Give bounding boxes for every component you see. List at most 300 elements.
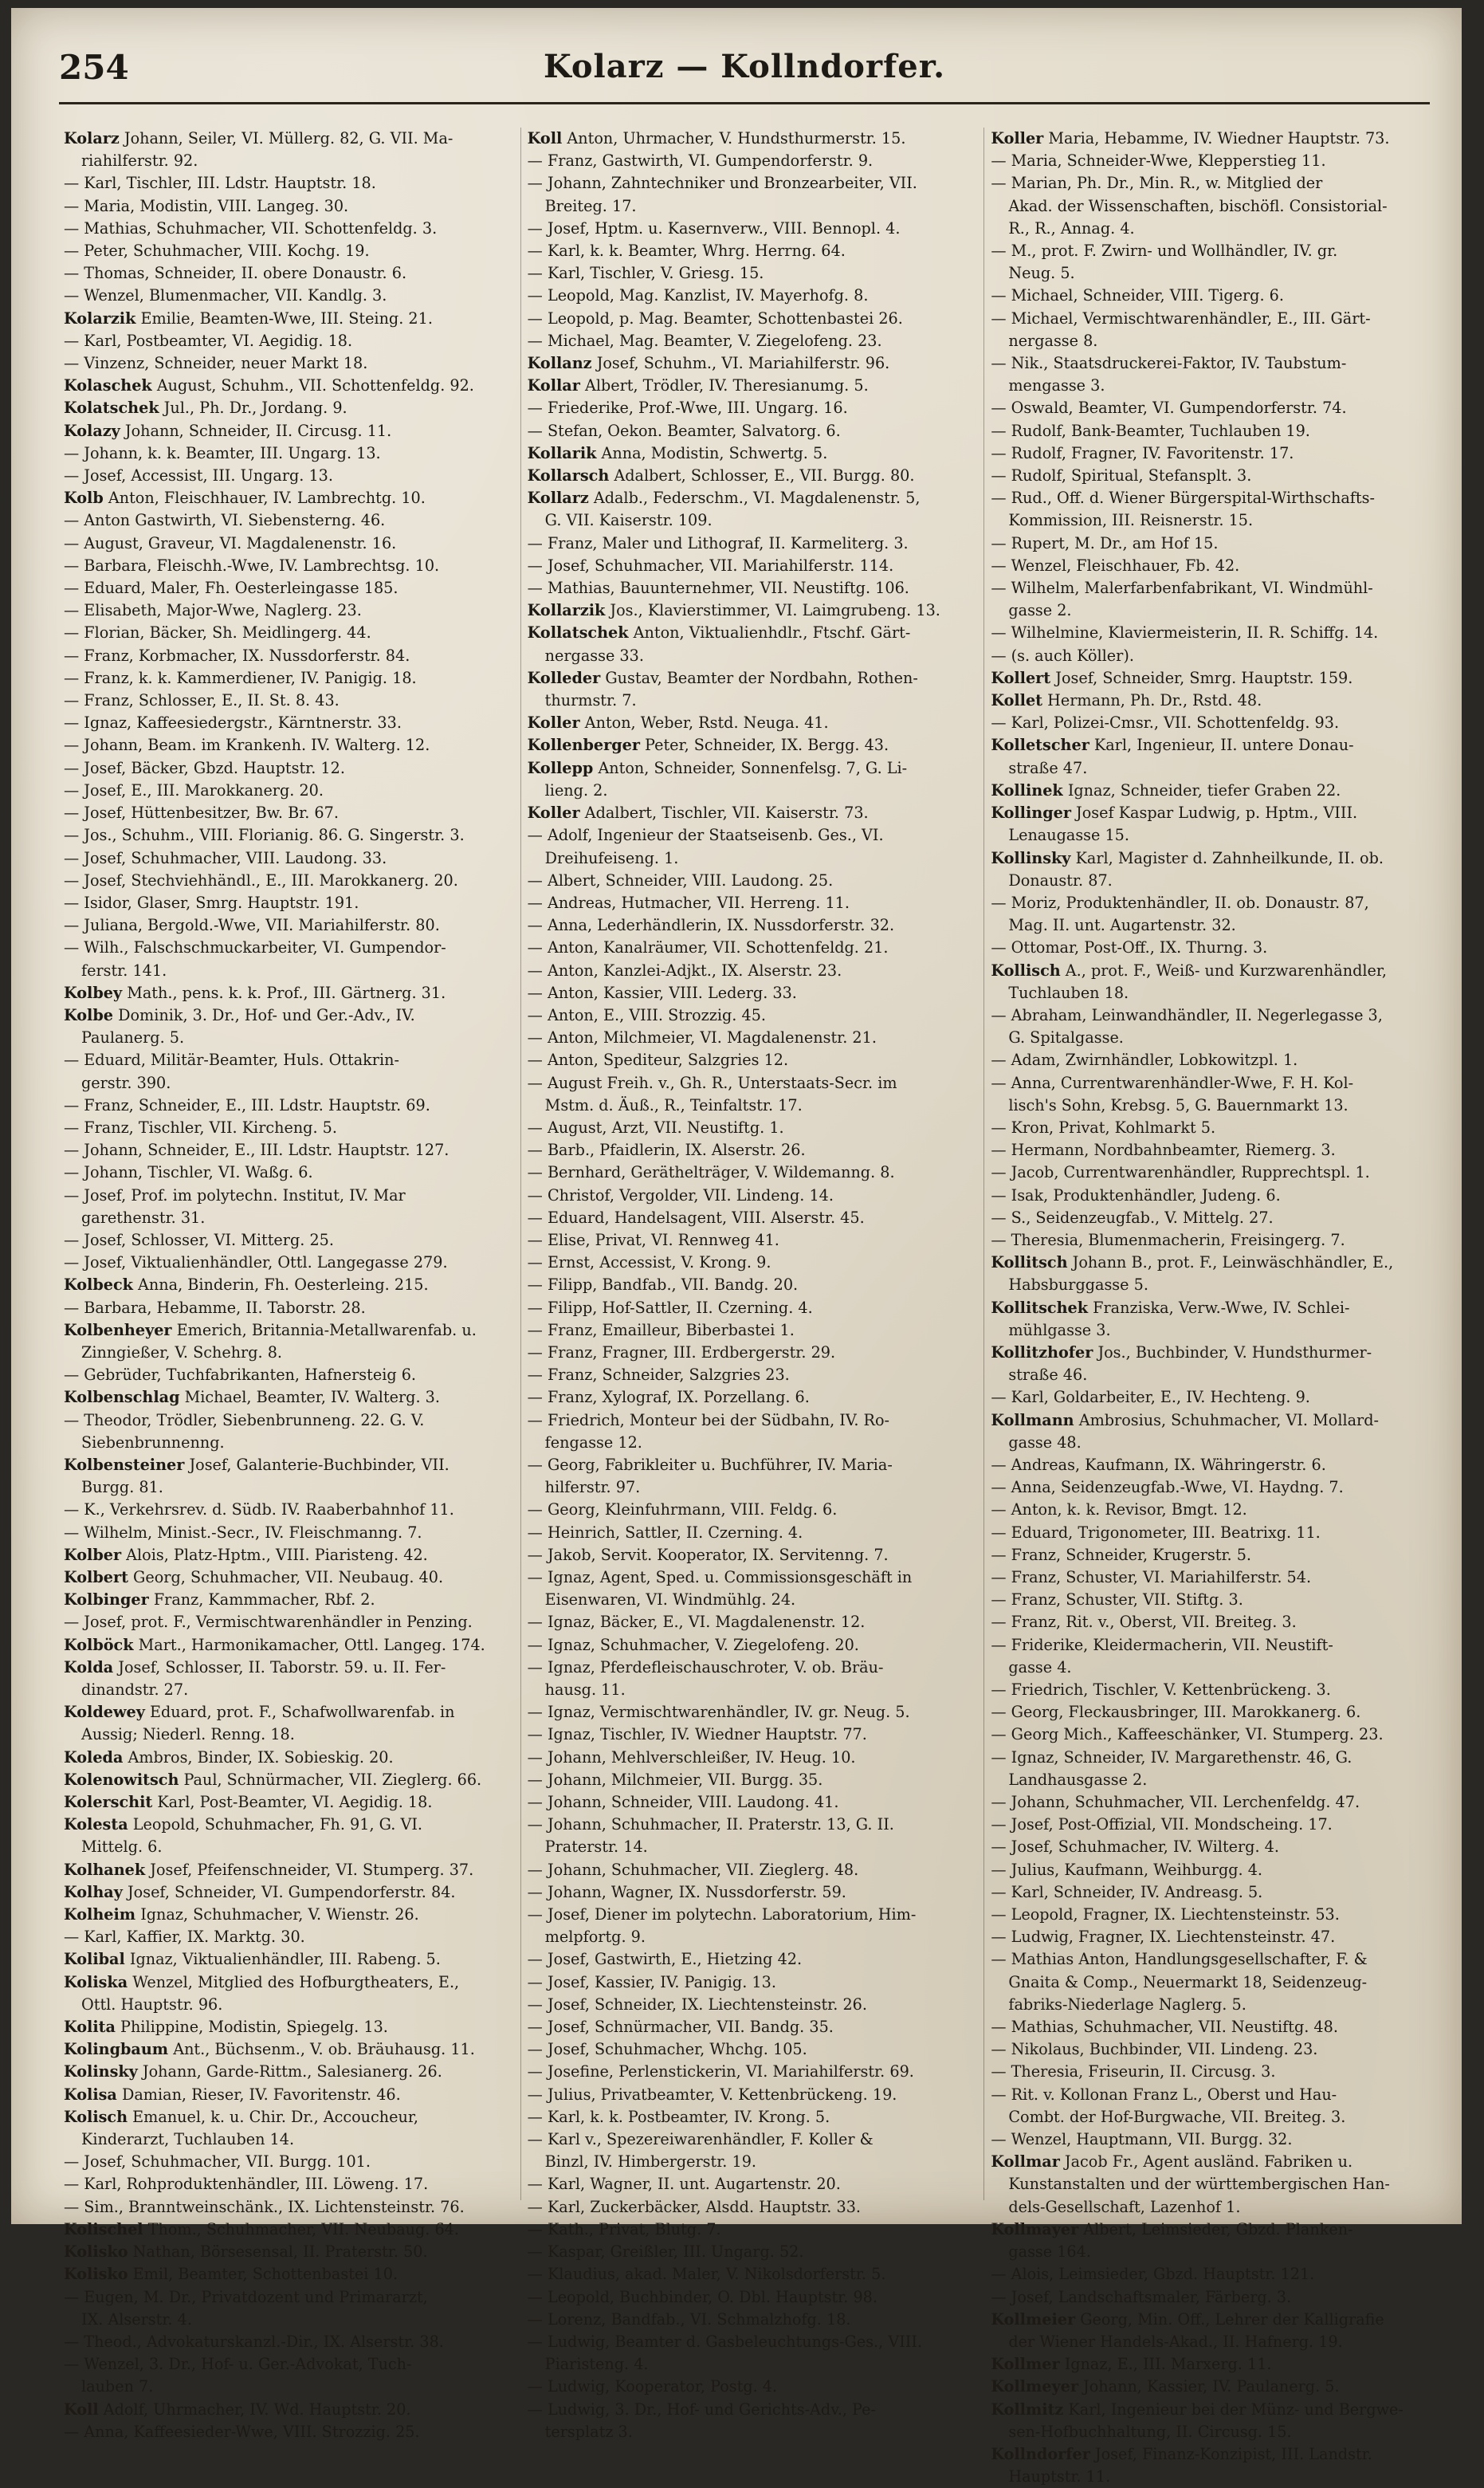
directory-entry-line: — Rudolf, Spiritual, Stefansplt. 3. [991,466,1252,485]
directory-entry-line: Kommission, III. Reisnerstr. 15. [1008,511,1254,530]
directory-entry-line: Neug. 5. [1008,264,1075,283]
directory-entry-line: Kolb Anton, Fleischhauer, IV. Lambrechtg. 10. [64,489,426,508]
directory-entry-line: — Josef, Schlosser, VI. Mitterg. 25. [64,1230,334,1249]
directory-entry-line: — Anton, E., VIII. Strozzig. 45. [527,1005,767,1024]
directory-entry-line: Kolingbaum Ant., Büchsenm., V. ob. Bräuhausg. 11. [64,2040,475,2059]
directory-entry-line: — Johann, Mehlverschleißer, IV. Heug. 10. [527,1747,856,1767]
directory-entry-line: — Franz, Emailleur, Biberbastei 1. [527,1320,795,1339]
directory-entry-line: Dreihufeiseng. 1. [544,848,679,867]
directory-entry-line: fengasse 12. [544,1433,642,1452]
directory-entry-line: Kolbinger Franz, Kammmacher, Rbf. 2. [64,1590,375,1610]
directory-entry-line: Kolhanek Josef, Pfeifenschneider, VI. Stumperg. 37. [64,1860,474,1879]
directory-entry-line: Kolisko Nathan, Börsesensal, II. Praterstr. 50. [64,2242,428,2262]
directory-entry-line: — Gebrüder, Tuchfabrikanten, Hafnersteig 6. [64,1366,417,1385]
directory-entry-line: — Maria, Schneider-Wwe, Klepperstieg 11. [991,151,1326,171]
directory-entry-line: Binzl, IV. Himbergerstr. 19. [544,2152,757,2172]
directory-entry-line: — Georg Mich., Kaffeeschänker, VI. Stumperg. 23. [991,1725,1384,1744]
directory-entry-line: Kollmeyer Johann, Kassier, IV. Paulanerg. 5. [991,2377,1340,2396]
directory-entry-line: lieng. 2. [544,780,608,800]
directory-entry-line: — Barb., Pfaidlerin, IX. Alserstr. 26. [527,1141,806,1160]
column-1 [64,128,508,2441]
directory-entry-line: — Johann, Tischler, VI. Waßg. 6. [64,1163,313,1182]
directory-entry-line: — Barbara, Hebamme, II. Taborstr. 28. [64,1298,366,1317]
directory-entry-line: — Theresia, Blumenmacherin, Freisingerg. 7. [991,1230,1345,1249]
directory-entry-line: — Mathias, Schuhmacher, VII. Neustiftg. 48. [991,2018,1338,2037]
directory-entry-line: — Georg, Kleinfuhrmann, VIII. Feldg. 6. [527,1500,838,1519]
directory-entry-line: Kollmayer Albert, Leimsieder, Gbzd. Planken- [991,2219,1353,2238]
directory-entry-line: — Stefan, Oekon. Beamter, Salvatorg. 6. [527,421,841,440]
directory-entry-line: — Johann, Milchmeier, VII. Burgg. 35. [527,1770,823,1789]
directory-entry-line: — Josef, Landschaftsmaler, Färberg. 3. [991,2287,1292,2306]
directory-entry-line: Praterstr. 14. [544,1838,648,1857]
directory-entry-line: Kollitsch Johann B., prot. F., Leinwäschhändler, E., [991,1253,1394,1272]
directory-entry-line: Kollert Josef, Schneider, Smrg. Hauptstr. 159. [991,668,1353,687]
directory-entry-line: Kolaschek August, Schuhm., VII. Schottenfeldg. 92. [64,376,474,395]
directory-entry-line: — Michael, Schneider, VIII. Tigerg. 6. [991,286,1284,305]
directory-entry-line: — Michael, Mag. Beamter, V. Ziegelofeng. 23. [527,331,882,350]
directory-entry-line: — M., prot. F. Zwirn- und Wollhändler, IV. gr. [991,242,1338,261]
directory-entry-line: hausg. 11. [544,1680,626,1700]
directory-entry-line: — Karl, Zuckerbäcker, Alsdd. Hauptstr. 33. [527,2197,861,2216]
directory-entry-line: Kollmar Jacob Fr., Agent ausländ. Fabriken u. [991,2152,1353,2172]
directory-entry-line: Kolhay Josef, Schneider, VI. Gumpendorferstr. 84. [64,1882,456,1901]
directory-entry-line: Kolböck Mart., Harmonikamacher, Ottl. Langeg. 174. [64,1635,485,1654]
directory-entry-line: — Lorenz, Bandfab., VI. Schmalzhofg. 18. [527,2309,851,2329]
directory-entry-line: — Karl, Polizei-Cmsr., VII. Schottenfeldg. 93. [991,713,1340,733]
directory-entry-line: — Johann, Schuhmacher, VII. Lerchenfeldg. 47. [991,1793,1360,1812]
directory-entry-line: — Anna, Lederhändlerin, IX. Nussdorferstr. 32. [527,916,895,935]
directory-entry-line: — Josef, Schuhmacher, VIII. Laudong. 33. [64,848,387,867]
directory-entry-line: — Leopold, Buchbinder, O. Dbl. Hauptstr. 98. [527,2287,877,2306]
directory-entry-line: — Jacob, Currentwarenhändler, Rupprechtspl. 1. [991,1163,1370,1182]
directory-entry-line: Kollmeier Georg, Min. Off., Lehrer der Kalligrafie [991,2309,1384,2329]
directory-entry-line: Kollinger Josef Kaspar Ludwig, p. Hptm., VIII. [991,804,1358,823]
directory-entry-line: — Leopold, Fragner, IX. Liechtensteinstr. 53. [991,1905,1340,1924]
directory-entry-line: Siebenbrunnenng. [81,1433,225,1452]
directory-entry-line: Koller Maria, Hebamme, IV. Wiedner Hauptstr. 73. [991,129,1390,147]
directory-entry-line: — Rud., Off. d. Wiener Bürgerspital-Wirthschafts- [991,489,1375,508]
directory-entry-line: Kolischel Thom., Schuhmacher, VII. Neubaug. 64. [64,2219,459,2238]
directory-entry-line: — Adolf, Ingenieur der Staatseisenb. Ges., VI. [527,826,884,845]
directory-columns [64,128,1435,2486]
directory-entry-line: — Johann, Wagner, IX. Nussdorferstr. 59. [527,1882,846,1901]
directory-entry-line: — Johann, Schneider, E., III. Ldstr. Hauptstr. 127. [64,1141,450,1160]
directory-entry-line: gerstr. 390. [81,1073,171,1092]
directory-entry-line: Koll Adolf, Uhrmacher, IV. Wd. Hauptstr. 20. [64,2400,411,2419]
directory-entry-line: Burgg. 81. [81,1478,163,1497]
directory-entry-line: — K., Verkehrsrev. d. Südb. IV. Raaberbahnhof 11. [64,1500,454,1519]
directory-entry-line: Aussig; Niederl. Renng. 18. [81,1725,295,1744]
directory-entry-line: — Josef, Gastwirth, E., Hietzing 42. [527,1950,803,1969]
directory-entry-line: Kolbe Dominik, 3. Dr., Hof- und Ger.-Adv., IV. [64,1005,415,1024]
directory-entry-line: Akad. der Wissenschaften, bischöfl. Consistorial- [1008,196,1388,215]
directory-entry-line: straße 46. [1008,1366,1088,1385]
directory-entry-line: — Isidor, Glaser, Smrg. Hauptstr. 191. [64,893,359,912]
directory-entry-line: hilferstr. 97. [544,1478,641,1497]
directory-entry-line: — Franz, Schuster, VI. Mariahilferstr. 54. [991,1568,1312,1586]
directory-entry-line: — Franz, Korbmacher, IX. Nussdorferstr. 84. [64,646,410,665]
directory-entry-line: — Barbara, Fleischh.-Wwe, IV. Lambrechtsg. 10. [64,556,440,575]
directory-entry-line: — Mathias Anton, Handlungsgesellschafter, F. & [991,1950,1368,1969]
directory-entry-line: G. VII. Kaiserstr. 109. [544,511,713,530]
directory-entry-line: — Johann, k. k. Beamter, III. Ungarg. 13. [64,443,381,462]
directory-entry-line: — Ignaz, Agent, Sped. u. Commissionsgeschäft in [527,1568,913,1586]
directory-entry-line: Kolarzik Emilie, Beamten-Wwe, III. Steing. 21. [64,309,433,328]
directory-entry-line: Combt. der Hof-Burgwache, VII. Breiteg. 3. [1008,2107,1346,2126]
directory-entry-line: Breiteg. 17. [544,196,637,215]
directory-entry-line: Koller Anton, Weber, Rstd. Neuga. 41. [527,713,829,733]
directory-entry-line: — Elise, Privat, VI. Rennweg 41. [527,1230,779,1249]
directory-entry-line: Kolbeck Anna, Binderin, Fh. Oesterleing. 215. [64,1275,429,1295]
directory-entry-line: — Isak, Produktenhändler, Judeng. 6. [991,1185,1281,1205]
directory-entry-line: gasse 48. [1008,1433,1082,1452]
directory-entry-line: Kollitzhofer Jos., Buchbinder, V. Hundsthurmer- [991,1342,1372,1362]
directory-entry-line: — Wilhelm, Minist.-Secr., IV. Fleischmanng. 7. [64,1523,422,1542]
directory-entry-line: — Rit. v. Kollonan Franz L., Oberst und Hau- [991,2085,1337,2104]
directory-entry-line: Kolheim Ignaz, Schuhmacher, V. Wienstr. 26. [64,1905,419,1924]
directory-entry-line: Kolibal Ignaz, Viktualienhändler, III. Rabeng. 5. [64,1950,441,1969]
directory-entry-line: — Mathias, Bauunternehmer, VII. Neustiftg. 106. [527,579,909,598]
directory-entry-line: — Nik., Staatsdruckerei-Faktor, IV. Taubstum- [991,354,1347,373]
directory-entry-line: nergasse 8. [1008,331,1098,350]
directory-entry-line: — Eugen, M. Dr., Privatdozent und Primararzt, [64,2287,428,2306]
directory-entry-line: — Karl, Tischler, V. Griesg. 15. [527,264,764,283]
directory-entry-line: — Josefine, Perlenstickerin, VI. Mariahilferstr. 69. [527,2062,914,2081]
directory-entry-line: — Franz, Tischler, VII. Kircheng. 5. [64,1118,337,1137]
directory-entry-line: — Josef, Accessist, III. Ungarg. 13. [64,466,333,485]
directory-entry-line: Hauptstr. 11. [1008,2467,1111,2486]
directory-entry-line: — Oswald, Beamter, VI. Gumpendorferstr. 74. [991,399,1347,418]
directory-entry-line: — Karl v., Spezereiwarenhändler, F. Koller & [527,2130,874,2149]
directory-entry-line: gasse 2. [1008,601,1072,620]
directory-entry-line: — Karl, Schneider, IV. Andreasg. 5. [991,1882,1263,1901]
directory-entry-line: — Klaudius, akad. Maler, V. Nikolsdorferstr. 5. [527,2265,886,2284]
directory-entry-line: — Eduard, Militär-Beamter, Huls. Ottakrin- [64,1051,399,1070]
directory-entry-line: IX. Alserstr. 4. [81,2309,192,2329]
directory-entry-line: Koldewey Eduard, prot. F., Schafwollwarenfab. in [64,1703,455,1722]
directory-entry-line: — Josef, Schnürmacher, VII. Bandg. 35. [527,2018,834,2037]
directory-entry-line: Kolita Philippine, Modistin, Spiegelg. 13. [64,2018,388,2037]
directory-entry-line: gasse 4. [1008,1657,1072,1676]
directory-entry-line: — Ludwig, Kooperator, Postg. 4. [527,2377,778,2396]
directory-entry-line: — Heinrich, Sattler, II. Czerning. 4. [527,1523,803,1542]
directory-entry-line: — Ernst, Accessist, V. Krong. 9. [527,1253,771,1272]
directory-entry-line: — Franz, Gastwirth, VI. Gumpendorferstr. 9. [527,151,874,171]
directory-entry-line: — Anton, k. k. Revisor, Bmgt. 12. [991,1500,1247,1519]
directory-entry-line: R., R., Annag. 4. [1008,218,1135,238]
directory-entry-line: Ottl. Hauptstr. 96. [81,1995,223,2014]
directory-entry-line: — Josef, prot. F., Vermischtwarenhändler in Penzing. [64,1613,473,1632]
directory-entry-line: Kolesta Leopold, Schuhmacher, Fh. 91, G. VI. [64,1815,423,1834]
directory-entry-line: — Ludwig, 3. Dr., Hof- und Gerichts-Adv., Pe- [527,2400,876,2419]
page-number: 254 [59,48,129,87]
directory-entry-line: — Bernhard, Geräthelträger, V. Wildemanng. 8. [527,1163,895,1182]
directory-entry-line: Kolbey Math., pens. k. k. Prof., III. Gärtnerg. 31. [64,983,446,1002]
directory-entry-line: Kollisch A., prot. F., Weiß- und Kurzwarenhändler, [991,961,1388,980]
directory-entry-line: — Anton, Kassier, VIII. Lederg. 33. [527,983,797,1002]
directory-entry-line: garethenstr. 31. [81,1208,206,1227]
directory-entry-line: Kolbenschlag Michael, Beamter, IV. Walterg. 3. [64,1388,440,1407]
directory-entry-line: — Peter, Schuhmacher, VIII. Kochg. 19. [64,242,370,261]
directory-entry-line: Kolisch Emanuel, k. u. Chir. Dr., Accoucheur, [64,2107,419,2126]
directory-entry-line: Mag. II. unt. Augartenstr. 32. [1008,916,1236,935]
directory-entry-line: — Franz, Schneider, Salzgries 23. [527,1366,790,1385]
directory-entry-line: — Wilh., Falschschmuckarbeiter, VI. Gumpendor- [64,938,446,957]
directory-entry-line: Kollarzik Jos., Klavierstimmer, VI. Laimgrubeng. 13. [527,601,940,620]
directory-entry-line: Kolazy Johann, Schneider, II. Circusg. 11. [64,421,392,440]
directory-entry-line: — Sim., Branntweinschänk., IX. Lichtensteinstr. 76. [64,2197,465,2216]
directory-entry-line: Kolbenheyer Emerich, Britannia-Metallwarenfab. u. [64,1320,477,1339]
directory-entry-line: Kolda Josef, Schlosser, II. Taborstr. 59. u. II. Fer- [64,1657,446,1676]
directory-entry-line: — Thomas, Schneider, II. obere Donaustr. 6. [64,264,407,283]
directory-entry-line: — Rudolf, Bank-Beamter, Tuchlauben 19. [991,421,1310,440]
directory-entry-line: — Karl, k. k. Beamter, Whrg. Herrng. 64. [527,242,846,261]
directory-entry-line: Kolbensteiner Josef, Galanterie-Buchbinder, VII. [64,1455,450,1474]
directory-entry-line: — Wilhelmine, Klaviermeisterin, II. R. Schiffg. 14. [991,623,1379,643]
directory-entry-line: — Josef, Schuhmacher, Whchg. 105. [527,2040,807,2059]
directory-entry-line: gasse 164. [1008,2242,1091,2262]
directory-entry-line: lisch's Sohn, Krebsg. 5, G. Bauernmarkt 13. [1008,1095,1349,1114]
directory-entry-line: Koleda Ambros, Binder, IX. Sobieskig. 20. [64,1747,394,1767]
directory-entry-line: — Eduard, Trigonometer, III. Beatrixg. 11. [991,1523,1321,1542]
directory-entry-line: Koller Adalbert, Tischler, VII. Kaiserstr. 73. [527,804,869,823]
directory-entry-line: — Elisabeth, Major-Wwe, Naglerg. 23. [64,601,362,620]
directory-entry-line: — Johann, Zahntechniker und Bronzearbeiter, VII. [527,174,917,193]
directory-entry-line: Kolletscher Karl, Ingenieur, II. untere Donau- [991,736,1354,755]
directory-entry-line: — Georg, Fleckausbringer, III. Marokkanerg. 6. [991,1703,1361,1722]
directory-entry-line: — Ludwig, Fragner, IX. Liechtensteinstr. 47. [991,1928,1336,1947]
directory-entry-line: straße 47. [1008,758,1088,777]
directory-entry-line: fabriks-Niederlage Naglerg. 5. [1008,1995,1246,2014]
directory-entry-line: Kollar Albert, Trödler, IV. Theresianumg. 5. [527,376,869,395]
directory-entry-line: — Juliana, Bergold.-Wwe, VII. Mariahilferstr. 80. [64,916,440,935]
directory-entry-line: — Josef, Bäcker, Gbzd. Hauptstr. 12. [64,758,345,777]
header-rule [59,102,1430,104]
directory-entry-line: — Adam, Zwirnhändler, Lobkowitzpl. 1. [991,1051,1298,1070]
directory-entry-line: mengasse 3. [1008,376,1105,395]
directory-entry-line: Kolenowitsch Paul, Schnürmacher, VII. Zieglerg. 66. [64,1770,482,1789]
directory-entry-line: — Josef, Schuhmacher, VII. Mariahilferstr. 114. [527,556,894,575]
directory-entry-line: — Karl, Goldarbeiter, E., IV. Hechteng. 9. [991,1388,1310,1407]
directory-entry-line: Kollinsky Karl, Magister d. Zahnheilkunde, II. ob. [991,848,1384,867]
directory-entry-line: Landhausgasse 2. [1008,1770,1148,1789]
directory-entry-line: — Anton Gastwirth, VI. Siebensterng. 46. [64,511,386,530]
directory-entry-line: — Friedrich, Tischler, V. Kettenbrückeng. 3. [991,1680,1331,1700]
directory-entry-line: — Josef, E., III. Marokkanerg. 20. [64,780,324,800]
directory-entry-line: — Franz, Xylograf, IX. Porzellang. 6. [527,1388,810,1407]
directory-entry-line: — Theresia, Friseurin, II. Circusg. 3. [991,2062,1276,2081]
directory-entry-line: — Eduard, Maler, Fh. Oesterleingasse 185. [64,579,398,598]
directory-entry-line: Zinngießer, V. Schehrg. 8. [81,1342,283,1362]
directory-entry-line: — Johann, Schuhmacher, II. Praterstr. 13, G. II. [527,1815,894,1834]
directory-entry-line: — Franz, Schuster, VII. Stiftg. 3. [991,1590,1243,1610]
directory-entry-line: — Karl, Rohproduktenhändler, III. Löweng. 17. [64,2175,429,2194]
directory-entry-line: — Wenzel, Blumenmacher, VII. Kandlg. 3. [64,286,387,305]
directory-entry-line: — Ignaz, Pferdefleischauschroter, V. ob. Bräu- [527,1657,884,1676]
directory-entry-line: — Eduard, Handelsagent, VIII. Alserstr. 45. [527,1208,865,1227]
directory-entry-line: — (s. auch Köller). [991,646,1134,665]
directory-entry-line: — Filipp, Hof-Sattler, II. Czerning. 4. [527,1298,813,1317]
directory-entry-line: — Theodor, Trödler, Siebenbrunneng. 22. G. V. [64,1410,425,1429]
directory-entry-line: Kollitschek Franziska, Verw.-Wwe, IV. Schlei- [991,1298,1350,1317]
directory-entry-line: — Kron, Privat, Kohlmarkt 5. [991,1118,1216,1137]
directory-entry-line: — Josef, Viktualienhändler, Ottl. Langegasse 279. [64,1253,448,1272]
directory-entry-line: — Anton, Spediteur, Salzgries 12. [527,1051,789,1070]
directory-entry-line: — Michael, Vermischtwarenhändler, E., III. Gärt- [991,309,1371,328]
directory-entry-line: — Andreas, Hutmacher, VII. Herreng. 11. [527,893,850,912]
directory-entry-line: sen-Hofbuchhaltung, II. Circusg. 15. [1008,2422,1292,2441]
directory-entry-line: — Mathias, Schuhmacher, VII. Schottenfeldg. 3. [64,218,438,238]
directory-entry-line: Kolleder Gustav, Beamter der Nordbahn, Rothen- [527,668,918,687]
directory-entry-line: Kunstanstalten und der württembergischen Han- [1008,2175,1390,2194]
directory-entry-line: — Leopold, Mag. Kanzlist, IV. Mayerhofg. 8. [527,286,869,305]
directory-entry-line: — Ignaz, Kaffeesiedergstr., Kärntnerstr. 33. [64,713,402,733]
directory-entry-line: Kinderarzt, Tuchlauben 14. [81,2130,295,2149]
directory-entry-line: — Alois, Leimsieder, Gbzd. Hauptstr. 121. [991,2265,1315,2284]
directory-entry-line: — Josef, Schneider, IX. Liechtensteinstr. 26. [527,1995,867,2014]
directory-entry-line: Tuchlauben 18. [1008,983,1129,1002]
directory-entry-line: riahilferstr. 92. [81,151,198,171]
directory-entry-line: Kolarz Johann, Seiler, VI. Müllerg. 82, G. VII. Ma- [64,129,453,147]
directory-entry-line: — Karl, Tischler, III. Ldstr. Hauptstr. 18. [64,174,376,193]
directory-entry-line: Kollmitz Karl, Ingenieur bei der Münz- und Bergwe- [991,2400,1404,2419]
directory-entry-line: — Wilhelm, Malerfarbenfabrikant, VI. Windmühl- [991,579,1373,598]
directory-entry-line: Kollarsch Adalbert, Schlosser, E., VII. Burgg. 80. [527,466,915,485]
directory-entry-line: — August, Graveur, VI. Magdalenenstr. 16. [64,533,397,552]
directory-entry-line: der Wiener Handels-Akad., II. Hafnerg. 19. [1008,2332,1343,2351]
directory-entry-line: — Kath., Privat, Blutg. 7. [527,2219,721,2238]
directory-entry-line: Eisenwaren, VI. Windmühlg. 24. [544,1590,796,1610]
directory-entry-line: Donaustr. 87. [1008,871,1113,890]
directory-entry-line: Habsburggasse 5. [1008,1275,1148,1295]
directory-entry-line: — Jos., Schuhm., VIII. Florianig. 86. G. Singerstr. 3. [64,826,465,845]
directory-entry-line: Kollmann Ambrosius, Schuhmacher, VI. Mollard- [991,1410,1379,1429]
directory-entry-line: — Franz, Schlosser, E., II. St. 8. 43. [64,691,340,710]
running-title: Kolarz — Kollndorfer. [543,48,946,85]
directory-entry-line: — Ignaz, Tischler, IV. Wiedner Hauptstr. 77. [527,1725,867,1744]
directory-entry-line: — Ignaz, Schneider, IV. Margarethenstr. 46, G. [991,1747,1352,1767]
directory-entry-line: Kollatschek Anton, Viktualienhdlr., Ftschf. Gärt- [527,623,911,643]
directory-entry-line: — Rudolf, Fragner, IV. Favoritenstr. 17. [991,443,1294,462]
directory-entry-line: — Kaspar, Greißler, III. Ungarg. 52. [527,2242,804,2262]
directory-entry-line: — Wenzel, 3. Dr., Hof- u. Ger.-Advokat, Tuch- [64,2355,412,2374]
directory-entry-line: — Karl, Kaffier, IX. Marktg. 30. [64,1928,305,1947]
directory-entry-line: — Maria, Modistin, VIII. Langeg. 30. [64,196,349,215]
directory-entry-line: — Johann, Schuhmacher, VII. Zieglerg. 48. [527,1860,859,1879]
directory-entry-line: Koll Anton, Uhrmacher, V. Hundsthurmerstr. 15. [527,129,906,147]
directory-entry-line: Kollarik Anna, Modistin, Schwertg. 5. [527,443,828,462]
directory-entry-line: — Karl, Wagner, II. unt. Augartenstr. 20. [527,2175,841,2194]
directory-entry-line: Kollmer Ignaz, E., III. Marxerg. 11. [991,2355,1272,2374]
directory-entry-line: — Moriz, Produktenhändler, II. ob. Donaustr. 87, [991,893,1369,912]
directory-entry-line: — Josef, Prof. im polytechn. Institut, IV. Mar [64,1185,406,1205]
directory-entry-line: — Friederike, Prof.-Wwe, III. Ungarg. 16. [527,399,848,418]
directory-entry-line: Kolbert Georg, Schuhmacher, VII. Neubaug. 40. [64,1568,444,1586]
directory-entry-line: mühlgasse 3. [1008,1320,1111,1339]
directory-entry-line: Gnaita & Comp., Neuermarkt 18, Seidenzeug- [1008,1972,1368,1991]
directory-entry-line: — Anna, Kaffeesieder-Wwe, VIII. Strozzig. 25. [64,2422,420,2441]
directory-entry-line: — Josef, Schuhmacher, VII. Burgg. 101. [64,2152,371,2172]
directory-entry-line: — Karl, Postbeamter, VI. Aegidig. 18. [64,331,353,350]
directory-entry-line: Kollet Hermann, Ph. Dr., Rstd. 48. [991,691,1262,710]
directory-entry-line: tersplatz 3. [544,2422,633,2441]
directory-entry-line: thurmstr. 7. [544,691,637,710]
directory-entry-line: Piaristeng. 4. [544,2355,649,2374]
directory-entry-line: Kolisko Emil, Beamter, Schottenbastei 10. [64,2265,398,2284]
directory-entry-line: Kolerschit Karl, Post-Beamter, VI. Aegidig. 18. [64,1793,433,1812]
page-header [59,48,1430,96]
directory-entry-line: Kollepp Anton, Schneider, Sonnenfelsg. 7, G. Li- [527,758,908,777]
directory-entry-line: Lenaugasse 15. [1008,826,1129,845]
directory-entry-line: — Franz, Schneider, Krugerstr. 5. [991,1545,1252,1564]
directory-entry-line: — Karl, k. k. Postbeamter, IV. Krong. 5. [527,2107,830,2126]
directory-entry-line: — Ludwig, Beamter d. Gasbeleuchtungs-Ges., VIII. [527,2332,923,2351]
directory-entry-line: — Franz, Rit. v., Oberst, VII. Breiteg. 3. [991,1613,1297,1632]
directory-entry-line: — Josef, Kassier, IV. Panigig. 13. [527,1972,776,1991]
column-2 [520,128,972,2441]
directory-entry-line: Kollndorfer Josef, Finanz-Konzipist, III. Landstr. [991,2444,1372,2463]
directory-entry-line: — Julius, Kaufmann, Weihburgg. 4. [991,1860,1263,1879]
directory-entry-line: — S., Seidenzeugfab., V. Mittelg. 27. [991,1208,1274,1227]
directory-entry-line: — Josef, Hüttenbesitzer, Bw. Br. 67. [64,804,339,823]
directory-entry-line: Koliska Wenzel, Mitglied des Hofburgtheaters, E., [64,1972,460,1991]
directory-entry-line: Kolinsky Johann, Garde-Rittm., Salesianerg. 26. [64,2062,442,2081]
directory-entry-line: — Josef, Stechviehhändl., E., III. Marokkanerg. 20. [64,871,458,890]
directory-entry-line: — Jakob, Servit. Kooperator, IX. Servitenng. 7. [527,1545,889,1564]
directory-entry-line: — Josef, Post-Offizial, VII. Mondscheing. 17. [991,1815,1333,1834]
directory-entry-line: — Theod., Advokaturskanzl.-Dir., IX. Alserstr. 38. [64,2332,444,2351]
directory-entry-line: — Josef, Diener im polytechn. Laboratorium, Him- [527,1905,917,1924]
directory-entry-line: — Johann, Beam. im Krankenh. IV. Walterg. 12. [64,736,430,755]
directory-entry-line: Kollanz Josef, Schuhm., VI. Mariahilferstr. 96. [527,354,890,373]
directory-entry-line: — Vinzenz, Schneider, neuer Markt 18. [64,354,368,373]
directory-entry-line: — Friedrich, Monteur bei der Südbahn, IV. Ro- [527,1410,890,1429]
directory-entry-line: — Ottomar, Post-Off., IX. Thurng. 3. [991,938,1268,957]
directory-entry-line: — Christof, Vergolder, VII. Lindeng. 14. [527,1185,834,1205]
directory-entry-line: — Georg, Fabrikleiter u. Buchführer, IV. Maria- [527,1455,893,1474]
directory-entry-line: — Josef, Hptm. u. Kasernverw., VIII. Bennopl. 4. [527,218,901,238]
directory-entry-line: lauben 7. [81,2377,154,2396]
directory-entry-line: — Ignaz, Bäcker, E., VI. Magdalenenstr. 12. [527,1613,866,1632]
directory-entry-line: Kolisa Damian, Rieser, IV. Favoritenstr. 46. [64,2085,401,2104]
directory-entry-line: — Florian, Bäcker, Sh. Meidlingerg. 44. [64,623,371,643]
directory-entry-line: melpfortg. 9. [544,1928,646,1947]
directory-entry-line: — Andreas, Kaufmann, IX. Währingerstr. 6. [991,1455,1326,1474]
directory-entry-line: — Ignaz, Schuhmacher, V. Ziegelofeng. 20. [527,1635,859,1654]
directory-entry-line: — Franz, Schneider, E., III. Ldstr. Hauptstr. 69. [64,1095,430,1114]
directory-entry-line: — Anton, Kanalräumer, VII. Schottenfeldg. 21. [527,938,889,957]
column-3 [983,128,1435,2486]
directory-entry-line: — Wenzel, Hauptmann, VII. Burgg. 32. [991,2130,1293,2149]
directory-entry-line: — Friderike, Kleidermacherin, VII. Neustift- [991,1635,1333,1654]
directory-entry-line: Mittelg. 6. [81,1838,163,1857]
directory-entry-line: Kolber Alois, Platz-Hptm., VIII. Piaristeng. 42. [64,1545,428,1564]
directory-entry-line: — Josef, Schuhmacher, IV. Wilterg. 4. [991,1838,1279,1857]
directory-entry-line: nergasse 33. [544,646,644,665]
directory-entry-line: Kollenberger Peter, Schneider, IX. Bergg. 43. [527,736,889,755]
directory-entry-line: — Wenzel, Fleischhauer, Fb. 42. [991,556,1240,575]
directory-entry-line: — Franz, Maler und Lithograf, II. Karmeliterg. 3. [527,533,909,552]
directory-entry-line: dels-Gesellschaft, Lazenhof 1. [1008,2197,1241,2216]
directory-entry-line: — Franz, Fragner, III. Erdbergerstr. 29. [527,1342,836,1362]
directory-entry-line: — Johann, Schneider, VIII. Laudong. 41. [527,1793,839,1812]
directory-entry-line: — Anna, Seidenzeugfab.-Wwe, VI. Haydng. 7. [991,1478,1344,1497]
directory-entry-line: Kollinek Ignaz, Schneider, tiefer Graben 22. [991,780,1341,800]
directory-entry-line: — August, Arzt, VII. Neustiftg. 1. [527,1118,784,1137]
directory-entry-line: ferstr. 141. [81,961,167,980]
directory-entry-line: Mstm. d. Äuß., R., Teinfaltstr. 17. [544,1095,803,1114]
directory-entry-line: Kollarz Adalb., Federschm., VI. Magdalenenstr. 5, [527,489,921,508]
